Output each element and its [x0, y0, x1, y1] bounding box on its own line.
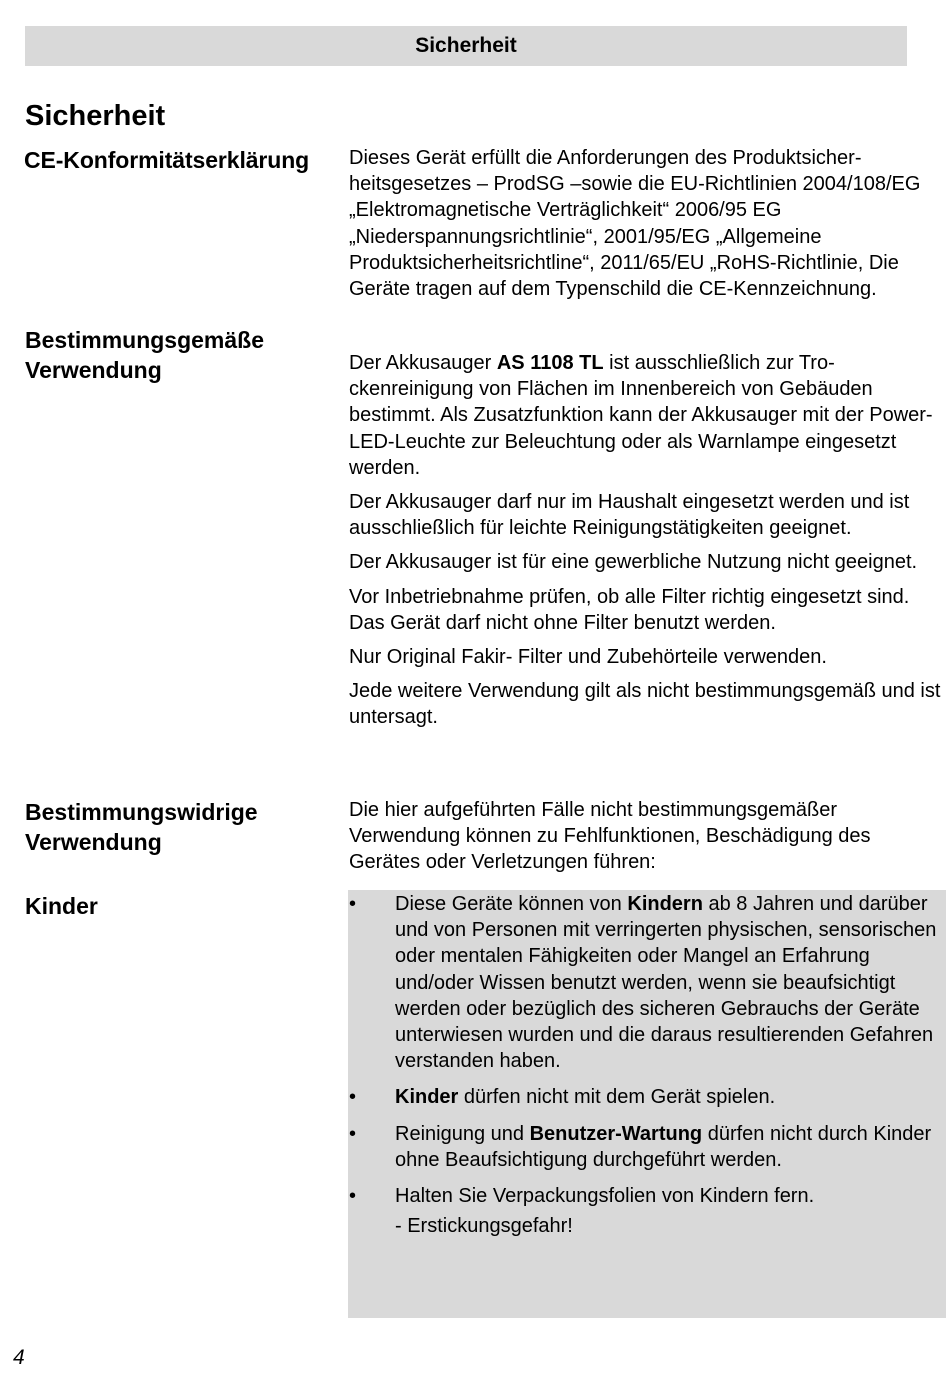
intended-use-p6: Jede weitere Verwendung gilt als nicht bestimmungsgemäß und ist untersagt.: [349, 680, 941, 729]
children-b3-start: Reinigung und: [395, 1122, 530, 1145]
suffocation-warning: - Erstickungsgefahr!: [395, 1215, 573, 1238]
page-header: [25, 26, 907, 66]
page-number: 4: [13, 1346, 25, 1369]
bullet-icon: •: [349, 1122, 357, 1145]
intended-use-p3: Der Akkusauger ist für eine gewerbliche Nutzung nicht geeignet.: [349, 551, 918, 574]
children-b2-end: dürfen nicht mit dem Gerät spielen.: [458, 1086, 776, 1109]
intended-use-p4: Vor Inbetriebnahme prüfen, ob alle Filter richtig eingesetzt sind. Das Gerät darf nicht ohne Filter benutzt werden.: [349, 585, 910, 634]
improper-use-heading-line2: Verwendung: [25, 829, 162, 855]
intended-use-heading-line1: Bestimmungsgemäße: [25, 327, 265, 353]
intended-use-p1: [349, 350, 947, 481]
list-item: [349, 1183, 946, 1209]
improper-use-paragraph: Die hier aufgeführten Fälle nicht bestimmungsgemäßer Verwendung können zu Fehlfunktionen, Beschädigung des Gerätes oder Verletzungen führen:: [349, 799, 871, 874]
intended-use-p1-end: ist ausschließlich zur Trockenreinigung von Flächen im Innenbereich von Gebäuden bestimmt. Als Zusatzfunktion kann der Akkusauger mit der Power-LED-Leuchte zur Beleuchtung oder als Warnlampe eingesetzt werden.: [349, 352, 933, 479]
children-b3-bold: Benutzer-Wartung: [529, 1122, 703, 1145]
children-b4-text: Halten Sie Verpackungsfolien von Kindern fern.: [395, 1185, 815, 1208]
list-item: [349, 1121, 946, 1173]
ce-paragraph: Dieses Gerät erfüllt die Anforderungen des Produktsicherheitsgesetzes – ProdSG –sowie die EU-Richtlinien 2004/108/EG „Elektromagnetische Verträglichkeit“ 2006/95 EG „Niederspannungsrichtlinie“, 2001/95/EG „Allgemeine Produktsicherheitsrichtline“, 2011/65/EU „RoHS-Richtlinie, Die Geräte tragen auf dem Typenschild die CE-Kennzeichnung.: [349, 147, 921, 301]
intended-use-p5: Nur Original Fakir- Filter und Zubehörteile verwenden.: [349, 646, 827, 669]
header-title: Sicherheit: [415, 34, 517, 57]
children-heading: Kinder: [25, 893, 98, 919]
children-list: [349, 891, 946, 1249]
intended-use-p1-start: Der Akkusauger: [349, 352, 497, 374]
improper-use-heading: [25, 797, 345, 857]
bullet-icon: •: [349, 1185, 357, 1208]
intended-use-heading: [25, 325, 345, 385]
improper-use-text-block: [349, 797, 947, 884]
bullet-icon: •: [349, 1086, 357, 1109]
list-item: [349, 1084, 946, 1110]
children-b1-start: Diese Geräte können von: [395, 893, 628, 915]
children-b1-bold: Kindern: [627, 893, 703, 915]
bullet-icon: •: [349, 893, 357, 915]
ce-text-block: [349, 145, 944, 310]
model-name: AS 1108 TL: [496, 352, 604, 374]
intended-use-heading-line2: Verwendung: [25, 357, 162, 383]
intended-use-p2: Der Akkusauger darf nur im Haushalt eingesetzt werden und ist ausschließlich für leichte Reinigungstätigkeiten geeignet.: [349, 491, 910, 540]
improper-use-heading-line1: Bestimmungswidrige: [25, 799, 258, 825]
list-item: [349, 891, 946, 1074]
children-b3-end: dürfen nicht durch Kinder ohne Beaufsichtigung durchgeführt werden.: [395, 1122, 932, 1171]
children-b2-bold: Kinder: [395, 1086, 459, 1109]
intended-use-text-block: [349, 350, 947, 739]
children-b1-end: ab 8 Jahren und darüber und von Personen mit verringerten physischen, sensorischen oder mentalen Fähigkeiten oder Mangel an Erfahrung und/oder Wissen benutzt werden, wenn sie beaufsichtigt werden oder bezüglich des sicheren Gebrauchs der Geräte unterwiesen wurden und die daraus resultierenden Gefahren verstanden haben.: [395, 893, 937, 1073]
ce-heading: CE-Konformitätserklärung: [24, 147, 310, 173]
page-title: Sicherheit: [25, 100, 166, 132]
